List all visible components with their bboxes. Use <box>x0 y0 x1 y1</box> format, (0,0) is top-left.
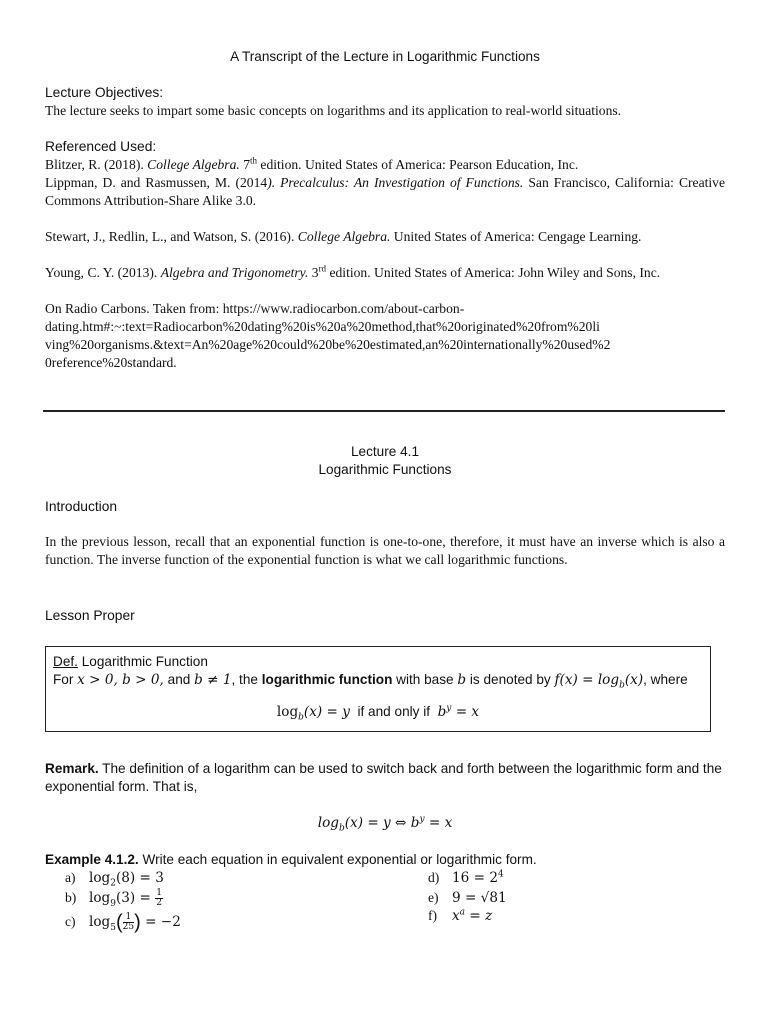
equation-part: = x <box>451 704 480 720</box>
reference-publisher: San Francisco, California: Creative Commons Attribution-Share Alike 3.0. <box>45 175 725 208</box>
reference-publisher: edition. United States of America: Pearson Education, Inc. <box>257 157 579 172</box>
reference-young <box>45 264 725 282</box>
reference-author: Blitzer, R. (2018). <box>45 157 148 172</box>
example-item-a <box>65 869 164 887</box>
example-heading <box>45 851 725 869</box>
introduction-heading: Introduction <box>45 499 118 514</box>
item-math: log <box>89 914 111 931</box>
equation-part: log <box>317 815 339 831</box>
lesson-proper-heading: Lesson Proper <box>45 608 135 623</box>
remark-equation <box>45 814 725 832</box>
equation-part: (x) = y ⇔ b <box>344 815 420 831</box>
fraction-denominator: 25 <box>122 922 135 932</box>
references-section <box>45 138 725 372</box>
reference-book-title: Algebra and Trigonometry. <box>160 265 309 280</box>
objectives-text: The lecture seeks to impart some basic concepts on logarithms and its application to real-world situations. <box>45 103 622 118</box>
item-label: d) <box>428 870 440 885</box>
reference-edition: 3 <box>308 265 319 280</box>
fraction-numerator: 1 <box>123 913 134 923</box>
objectives-heading: Lecture Objectives: <box>45 85 164 100</box>
reference-book-title: College Algebra. <box>147 157 240 172</box>
objectives-section <box>45 84 725 120</box>
definition-text: and <box>163 672 195 687</box>
definition-box <box>45 646 711 732</box>
example-item-b <box>65 889 163 908</box>
definition-term: logarithmic function <box>261 672 393 687</box>
definition-equation <box>53 703 703 721</box>
definition-text: , where <box>643 672 688 687</box>
equation-part: = x <box>424 815 453 831</box>
equation-sub: b <box>298 712 304 723</box>
item-paren: ) <box>134 911 141 934</box>
reference-publisher: edition. United States of America: John Wiley and Sons, Inc. <box>326 265 661 280</box>
reference-book-title: College Algebra. <box>297 229 391 244</box>
item-math-sub: 2 <box>110 878 116 889</box>
reference-author: Stewart, J., Redlin, L., and Watson, S. (2016). <box>45 229 298 244</box>
item-fraction <box>155 889 163 908</box>
item-label: a) <box>65 870 76 885</box>
introduction-text: In the previous lesson, recall that an exponential function is one-to-one, therefore, it must have an inverse which is also a function. The inverse function of the exponential function is what we call logarithmic functions. <box>45 534 725 567</box>
item-math: x <box>452 908 460 924</box>
item-label: b) <box>65 890 77 906</box>
fraction-denominator: 2 <box>156 898 162 908</box>
item-math-sup: 4 <box>497 869 504 880</box>
item-math-sub: 5 <box>110 922 116 933</box>
item-paren: ( <box>115 911 123 934</box>
reference-author: Lippman, D. and Rasmussen, M. (2014 <box>45 175 268 190</box>
remark-text: The definition of a logarithm can be used to switch back and forth between the logarithmic form and the exponential form. That is, <box>45 761 722 794</box>
equation-part: log <box>276 704 299 720</box>
reference-radiocarbon-line: dating.htm#:~:text=Radiocarbon%20dating%20is%20a%20method,that%20originated%20from%20li <box>45 319 600 334</box>
item-math: (8) = 3 <box>115 870 164 886</box>
reference-edition: 7 <box>239 157 250 172</box>
example-item-d <box>428 869 504 887</box>
definition-text: is denoted by <box>466 672 555 687</box>
item-math: (3) = <box>115 890 156 907</box>
equation-connector: if and only if <box>349 704 438 719</box>
definition-text: with base <box>392 672 458 687</box>
lecture-heading <box>45 443 725 479</box>
reference-radiocarbon-line: 0reference%20standard. <box>45 355 177 370</box>
item-math: = −2 <box>140 914 181 931</box>
equation-sup: y <box>419 814 425 825</box>
reference-author: Young, C. Y. (2013). <box>45 265 161 280</box>
example-item-e <box>428 889 507 907</box>
example-item-f <box>428 907 492 925</box>
example-item-c <box>65 913 181 932</box>
lecture-name: Logarithmic Functions <box>318 462 452 477</box>
item-math-sup: a <box>459 907 466 918</box>
reference-publisher: United States of America: Cengage Learning. <box>390 229 642 244</box>
item-math: log <box>89 890 111 907</box>
item-label: e) <box>428 890 439 905</box>
remark-label: Remark. <box>45 761 99 776</box>
equation-part: b <box>437 704 447 720</box>
fraction-numerator: 1 <box>156 888 162 898</box>
section-divider <box>43 410 725 412</box>
definition-text: , the <box>231 672 262 687</box>
reference-book-title: ). Precalculus: An Investigation of Functions. <box>267 175 524 190</box>
reference-edition-suffix: th <box>250 155 258 166</box>
reference-lippman <box>45 174 725 210</box>
definition-condition: b ≠ 1 <box>194 672 232 688</box>
definition-formula-sub: b <box>619 680 625 691</box>
remark-paragraph <box>45 760 725 796</box>
reference-blitzer <box>45 156 725 174</box>
item-label: f) <box>428 908 438 923</box>
reference-radiocarbon-line: ving%20organisms.&text=An%20age%20could%20be%20estimated,an%20internationally%20used%2 <box>45 337 611 352</box>
example-instruction: Write each equation in equivalent exponential or logarithmic form. <box>138 852 537 867</box>
definition-name: Logarithmic Function <box>77 654 208 669</box>
document-title: A Transcript of the Lecture in Logarithmic Functions <box>230 49 540 64</box>
definition-title <box>53 653 703 671</box>
example-label: Example 4.1.2. <box>45 852 139 867</box>
reference-radiocarbon-line: On Radio Carbons. Taken from: https://www.radiocarbon.com/about-carbon- <box>45 301 465 316</box>
equation-sub: b <box>338 823 345 834</box>
reference-stewart <box>45 228 725 246</box>
definition-condition: x > 0, b > 0, <box>77 672 164 688</box>
lecture-number: Lecture 4.1 <box>350 444 419 459</box>
item-math: log <box>89 870 111 886</box>
equation-sup: y <box>446 703 452 714</box>
definition-base: b <box>457 672 467 688</box>
equation-part: (x) = y <box>303 704 350 720</box>
item-fraction <box>123 913 134 932</box>
references-heading: Referenced Used: <box>45 139 157 154</box>
definition-label: Def. <box>53 654 78 669</box>
reference-radiocarbon <box>45 300 725 372</box>
definition-text: For <box>53 672 78 687</box>
reference-edition-suffix: rd <box>318 263 327 274</box>
definition-formula: f(x) = log <box>554 672 620 688</box>
item-math-sub: 9 <box>110 898 116 909</box>
item-math: 16 = 2 <box>452 870 498 886</box>
item-label: c) <box>65 914 76 930</box>
item-math: 9 = √81 <box>452 890 507 906</box>
definition-statement <box>53 671 703 689</box>
item-math: = z <box>465 908 493 924</box>
definition-formula: (x) <box>624 672 644 688</box>
